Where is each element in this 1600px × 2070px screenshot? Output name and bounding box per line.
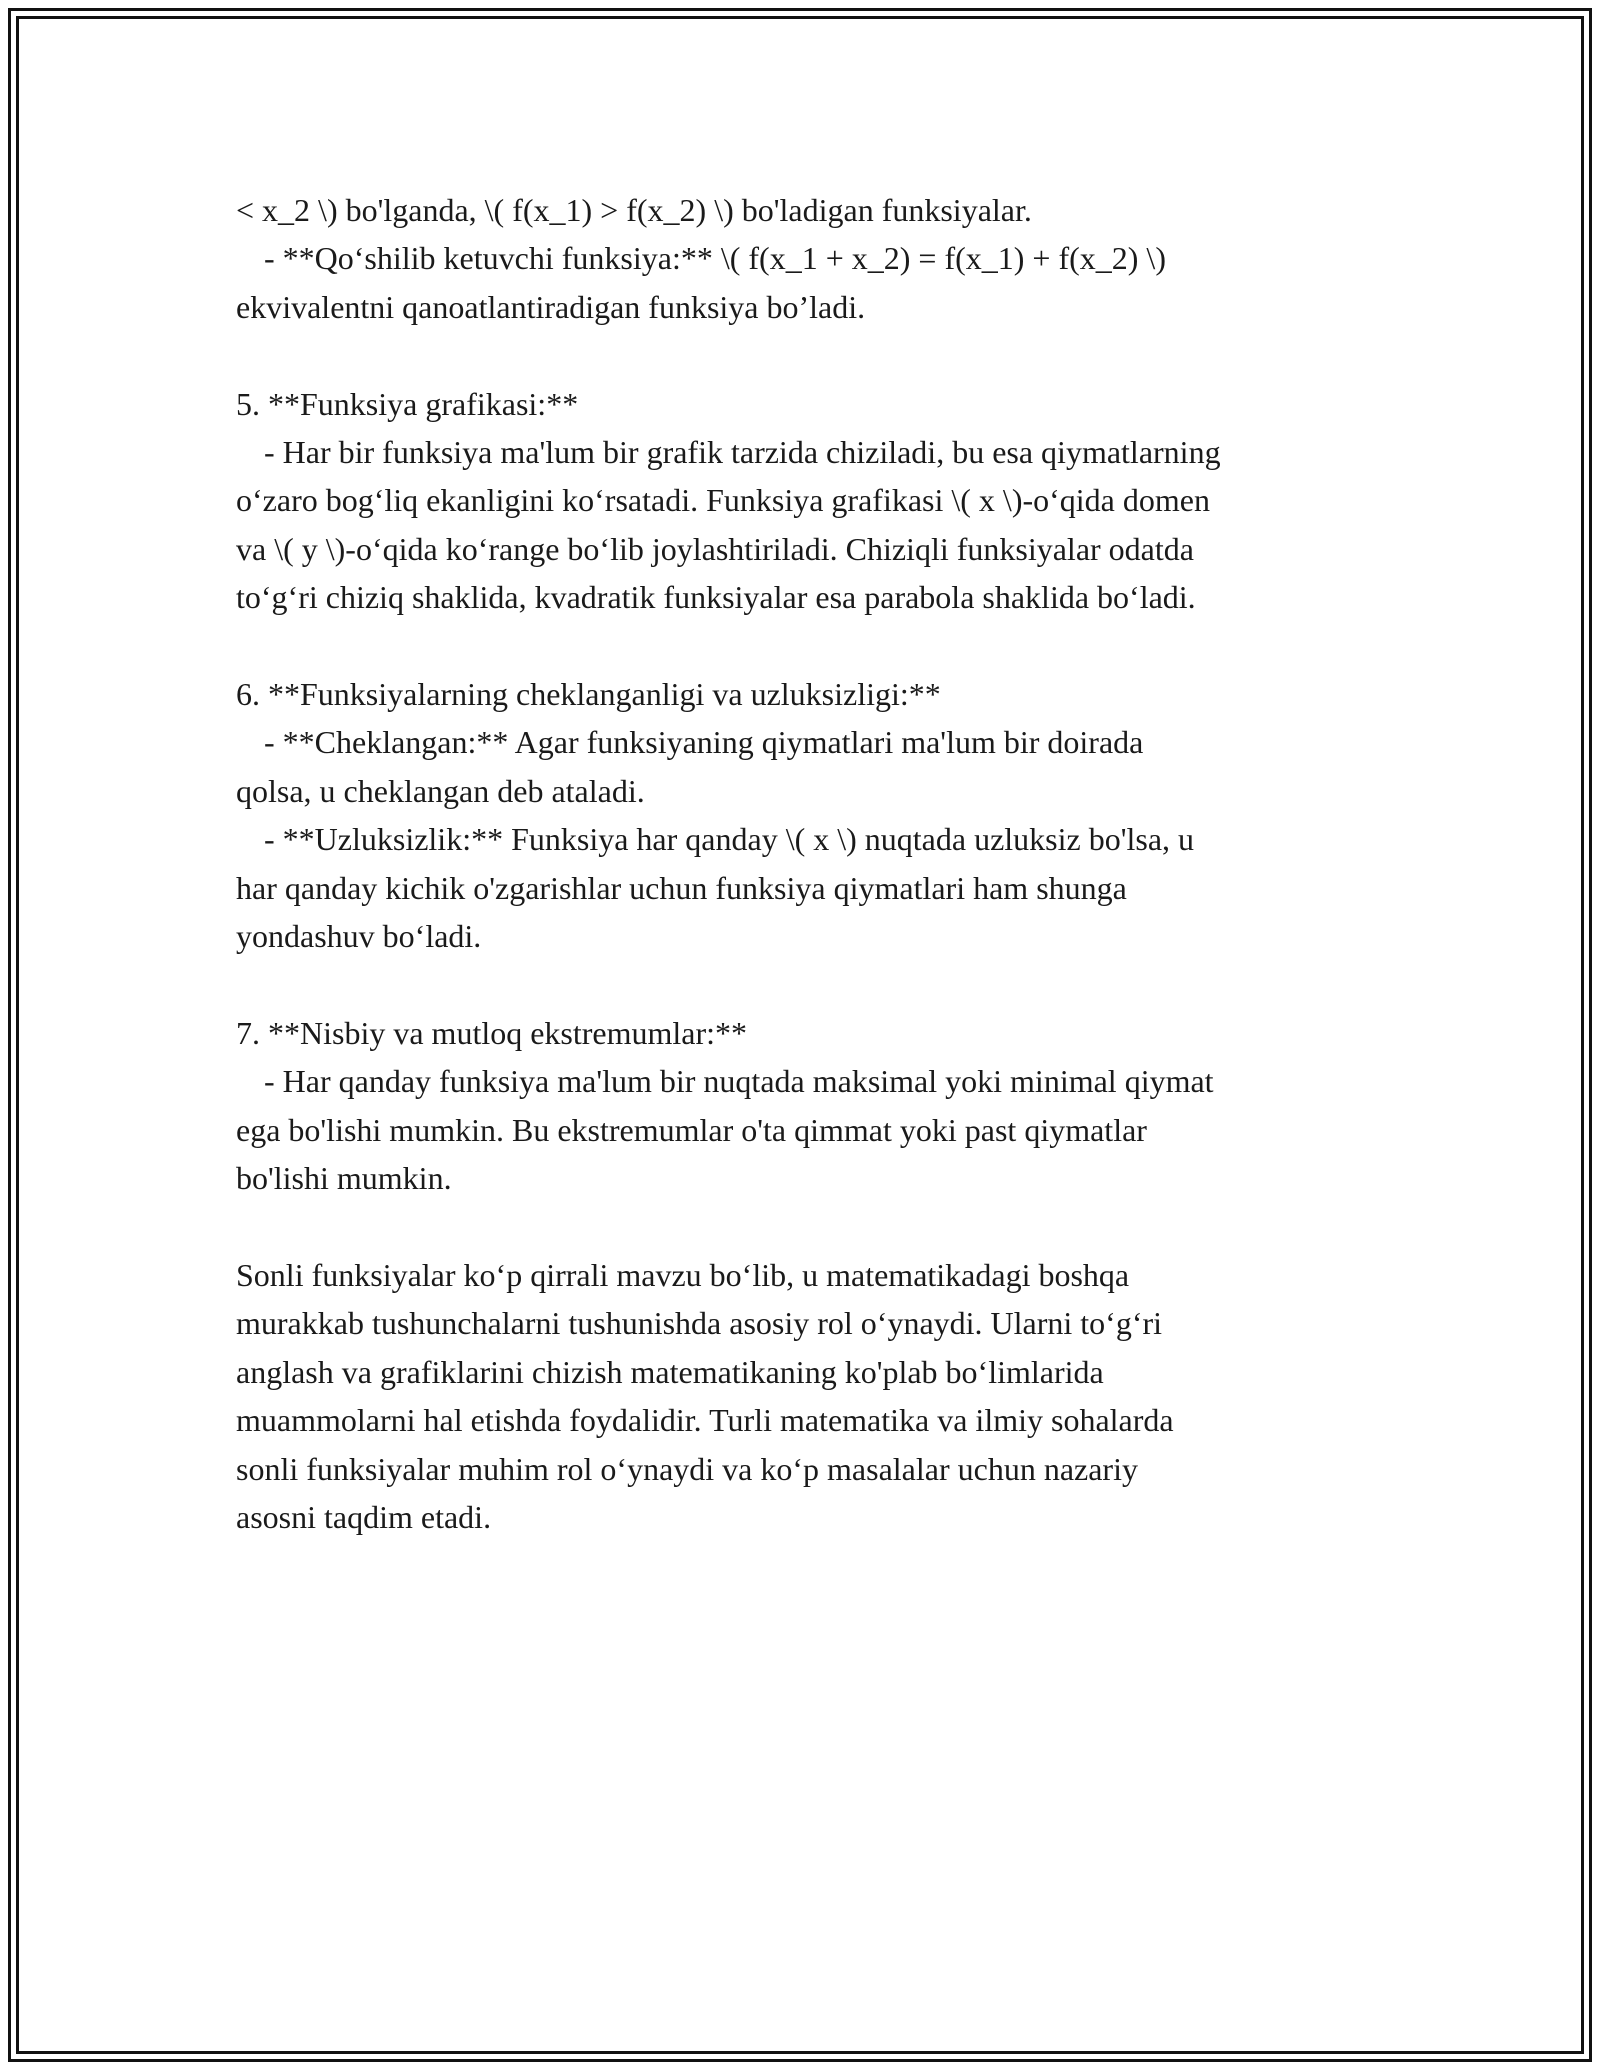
text-line: - Har qanday funksiya ma'lum bir nuqtada maksimal yoki minimal qiymat: [264, 1063, 1214, 1100]
text-line: < x_2 \) bo'lganda, \( f(x_1) > f(x_2) \) bo'ladigan funksiyalar.: [236, 192, 1032, 228]
text-line: asosni taqdim etadi.: [236, 1498, 492, 1535]
paragraph-gap: [236, 331, 1416, 379]
text-line: sonli funksiyalar muhim rol o‘ynaydi va ko‘p masalalar uchun nazariy: [236, 1450, 1138, 1487]
paragraph-gap: [236, 622, 1416, 670]
text-line: va \( y \)-o‘qida ko‘range bo‘lib joylashtiriladi. Chiziqli funksiyalar odatda: [236, 530, 1194, 567]
text-line: har qanday kichik o'zgarishlar uchun funksiya qiymatlari ham shunga: [236, 869, 1127, 906]
text-line: bo'lishi mumkin.: [236, 1160, 452, 1197]
text-line: - **Qo‘shilib ketuvchi funksiya:** \( f(x_1 + x_2) = f(x_1) + f(x_2) \): [264, 240, 1166, 277]
text-line: ega bo'lishi mumkin. Bu ekstremumlar o'ta qimmat yoki past qiymatlar: [236, 1111, 1147, 1148]
text-line: to‘g‘ri chiziq shaklida, kvadratik funksiyalar esa parabola shaklida bo‘ladi.: [236, 579, 1196, 616]
text-line: - **Uzluksizlik:** Funksiya har qanday \( x \) nuqtada uzluksiz bo'lsa, u: [264, 821, 1195, 858]
text-line: qolsa, u cheklangan deb ataladi.: [236, 772, 645, 809]
text-line: yondashuv bo‘ladi.: [236, 918, 482, 955]
text-line: o‘zaro bog‘liq ekanligini ko‘rsatadi. Funksiya grafikasi \( x \)-o‘qida domen: [236, 482, 1210, 519]
text-line: muammolarni hal etishda foydalidir. Turli matematika va ilmiy sohalarda: [236, 1402, 1174, 1439]
text-line: anglash va grafiklarini chizish matematikaning ko'plab bo‘limlarida: [236, 1353, 1104, 1390]
paragraph-gap: [236, 1202, 1416, 1250]
text-line: murakkab tushunchalarni tushunishda asosiy rol o‘ynaydi. Ularni to‘g‘ri: [236, 1305, 1163, 1342]
text-line: 7. **Nisbiy va mutloq ekstremumlar:**: [236, 1014, 748, 1051]
text-line: 6. **Funksiyalarning cheklanganligi va uzluksizligi:**: [236, 676, 941, 713]
text-line: - Har bir funksiya ma'lum bir grafik tarzida chiziladi, bu esa qiymatlarning: [264, 434, 1221, 471]
document-text: [236, 186, 1416, 1541]
text-line: Sonli funksiyalar ko‘p qirrali mavzu bo‘lib, u matematikadagi boshqa: [236, 1256, 1130, 1293]
text-line: ekvivalentni qanoatlantiradigan funksiya bo’ladi.: [236, 288, 866, 325]
paragraph-gap: [236, 960, 1416, 1008]
text-line: - **Cheklangan:** Agar funksiyaning qiymatlari ma'lum bir doirada: [264, 724, 1144, 761]
text-line: 5. **Funksiya grafikasi:**: [236, 385, 579, 422]
